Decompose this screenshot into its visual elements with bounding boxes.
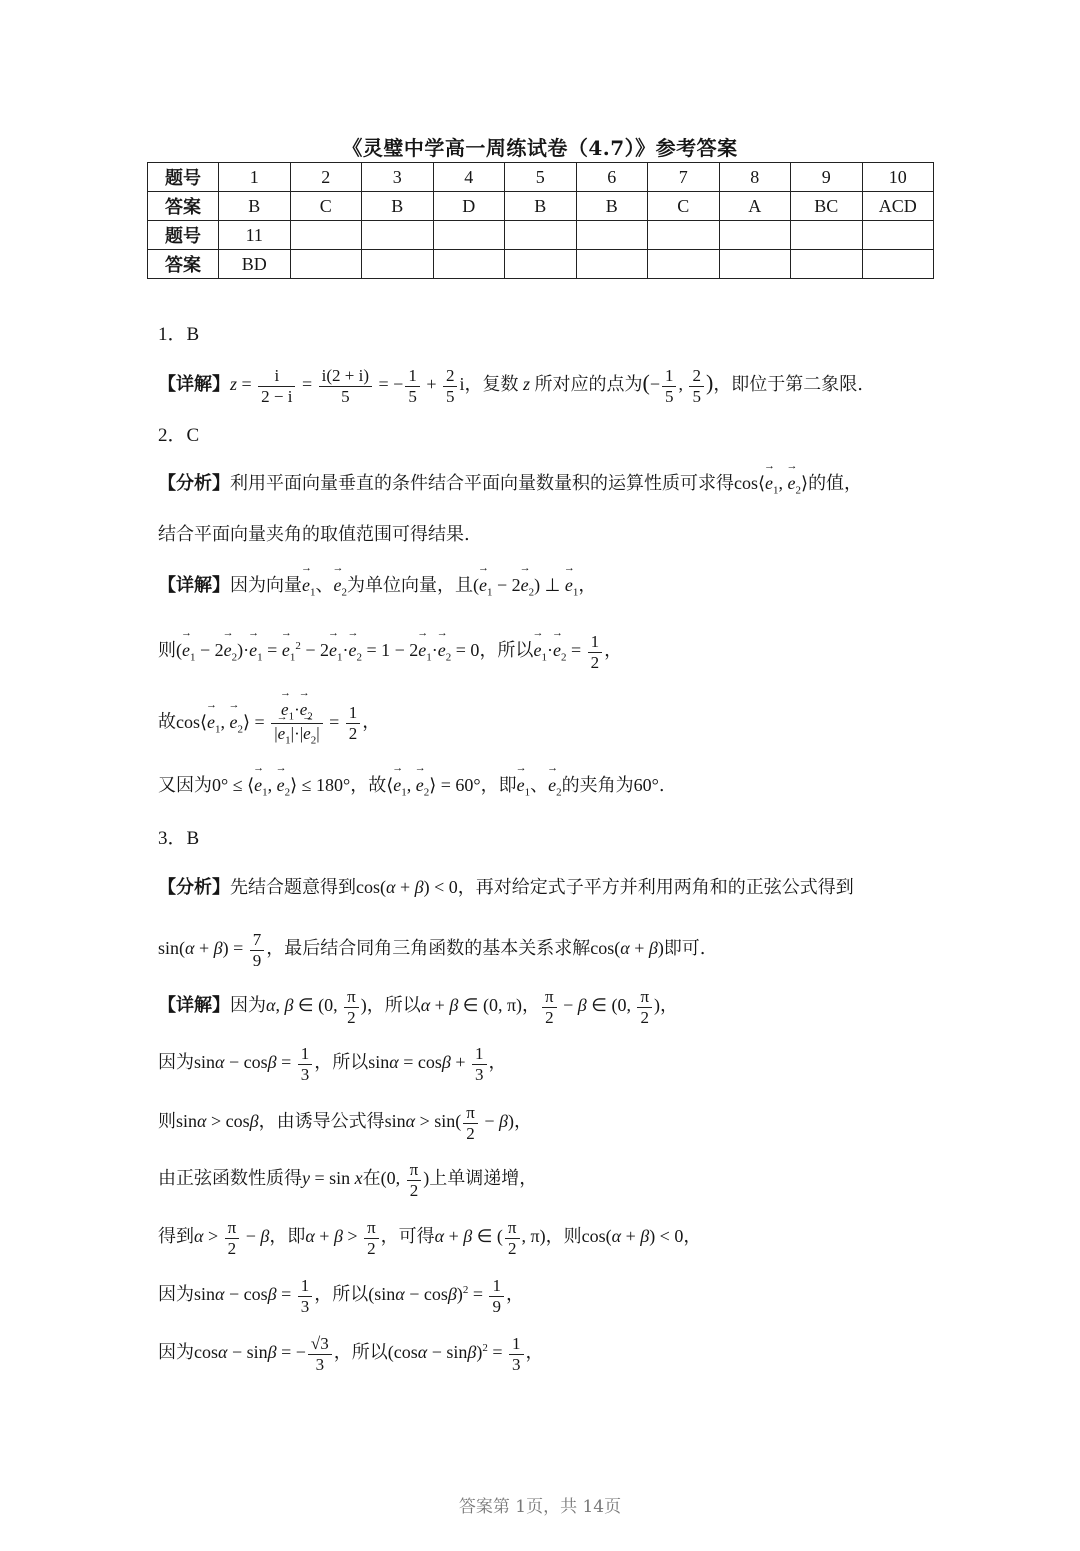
text-run: ，再对给定式子平方并利用两角和的正弦公式得到	[457, 877, 854, 898]
math-expression: cos⟨→ $e_1$, → $e_2⟩$	[734, 473, 808, 493]
table-cell: 11	[219, 221, 291, 250]
text-run: ，所以	[333, 1342, 388, 1364]
q2-analysis-cont: 结合平面向量夹角的取值范围可得结果.	[158, 524, 470, 545]
q2-analysis	[158, 474, 862, 497]
math-expression: α + β > $\frac{\pi}{2}$	[305, 1226, 380, 1246]
q3-detail-1	[158, 987, 678, 1027]
text-run: ，	[578, 575, 597, 596]
text-run: 因为向量	[230, 575, 302, 596]
q2-detail-1	[158, 576, 596, 599]
text-run: ，则	[545, 1226, 582, 1248]
table-cell: D	[433, 192, 505, 221]
math-expression: )	[705, 370, 714, 396]
table-row-answer-1	[148, 192, 934, 221]
math-expression: z = $\frac{i}{2 - i}$ = $\frac{i(2 + i)}{5}$ = − $\frac{1}{5}$ + $\frac{2}{5}$ i	[230, 366, 465, 406]
text-run: ，	[604, 640, 623, 662]
math-expression: 60°	[633, 775, 659, 795]
text-run: ，最后结合同角三角函数的基本关系求解	[266, 938, 591, 960]
math-expression: → $e_2$	[334, 575, 348, 595]
table-cell	[290, 221, 362, 250]
q3-detail-7	[158, 1334, 544, 1374]
table-cell	[433, 221, 505, 250]
text-run: ，	[488, 1052, 507, 1074]
table-cell: 8	[719, 163, 791, 192]
math-expression: α, β ∈ (0, $\frac{\pi}{2}$ )	[266, 987, 367, 1027]
table-cell: 10	[862, 163, 934, 192]
math-expression: → $e_1$	[517, 775, 531, 795]
text-run: ，可得	[380, 1226, 435, 1248]
detail-tag: 【详解】	[158, 575, 230, 596]
text-run: ，复数	[464, 374, 519, 396]
text-run: 因为	[158, 1342, 194, 1364]
table-cell	[505, 250, 577, 279]
math-expression: cos(α + β)	[590, 938, 664, 959]
table-cell	[505, 221, 577, 250]
text-run: ，即	[269, 1226, 306, 1248]
text-run: .	[658, 775, 665, 796]
text-run: 为单位向量，且	[347, 575, 473, 596]
text-run: 、	[315, 575, 334, 596]
text-run: ，	[683, 1226, 702, 1248]
table-cell: 4	[433, 163, 505, 192]
math-expression: α > $\frac{\pi}{2}$ − β	[194, 1218, 270, 1258]
q3-detail-4	[158, 1160, 537, 1200]
math-expression: sinα > sin( $\frac{\pi}{2}$ − β)	[384, 1103, 514, 1143]
text-run: 又因为	[158, 775, 212, 796]
q3-analysis-1	[158, 878, 854, 897]
math-expression: cosα − sinβ = − $\frac{√3}{3}$	[194, 1342, 334, 1362]
table-cell	[719, 250, 791, 279]
q3-analysis-2	[158, 930, 706, 970]
text-run: 因为	[230, 995, 266, 1017]
text-run: ，	[525, 1342, 544, 1364]
table-cell: B	[219, 192, 291, 221]
table-cell: C	[290, 192, 362, 221]
text-run: ，	[513, 1111, 532, 1133]
math-expression: − $\frac{1}{5}$ , $\frac{2}{5}$	[650, 374, 706, 394]
table-cell: 7	[648, 163, 720, 192]
table-cell: B	[576, 192, 648, 221]
table-cell	[576, 250, 648, 279]
detail-tag: 【详解】	[158, 374, 230, 396]
math-expression: sinα > cosβ	[176, 1111, 259, 1132]
text-run: 上单调递增，	[429, 1168, 538, 1190]
page-title: 《灵璧中学高一周练试卷（4.7）》参考答案	[342, 136, 738, 160]
q2-detail-2	[158, 632, 622, 672]
text-run: 则	[158, 640, 176, 662]
text-run: ，	[505, 1284, 524, 1306]
header-cell: 题号	[148, 163, 219, 192]
table-cell: B	[505, 192, 577, 221]
table-cell	[791, 221, 863, 250]
table-cell	[433, 250, 505, 279]
table-cell	[862, 250, 934, 279]
math-expression: (→ $e_1 - 2\to e_2)\cdot\to e_1$ = → $e_1^2 - 2\to e_1\cdot\to e_2 = 1 - 2\to e_1\cdot\to e_2 = 0$	[176, 640, 479, 660]
text-run: 的夹角为	[561, 775, 634, 796]
math-expression: cos(α + β) < 0	[581, 1226, 684, 1247]
q3-detail-6	[158, 1276, 524, 1316]
math-expression: sinα − cosβ = $\frac{1}{3}$	[194, 1284, 314, 1304]
text-run: 先结合题意得到	[230, 877, 356, 898]
math-expression: → $e_2$	[548, 775, 562, 795]
q3-detail-2	[158, 1044, 507, 1084]
q3-detail-5	[158, 1218, 701, 1258]
q3-heading: 3．B	[158, 828, 200, 849]
math-expression: cos⟨→ $e_1$, → $e_2⟩$ = → $\frac{e_1\cdot\to e_2}{|\to e_1|\cdot|\to e_2|}$ = $\frac{1}{2}$	[176, 712, 362, 732]
table-cell: 3	[362, 163, 434, 192]
text-run: 即可.	[663, 938, 706, 960]
q2-detail-3	[158, 700, 380, 747]
table-cell	[719, 221, 791, 250]
text-run: ，所以	[479, 640, 534, 662]
table-cell	[576, 221, 648, 250]
table-cell: B	[362, 192, 434, 221]
table-cell: 5	[505, 163, 577, 192]
math-expression: ⟨→ $e_1$, → $e_2⟩ = 60^\circ$	[386, 775, 480, 795]
table-cell	[290, 250, 362, 279]
text-run: 因为	[158, 1052, 194, 1074]
header-cell: 答案	[148, 250, 219, 279]
table-cell	[648, 221, 720, 250]
table-cell: 1	[219, 163, 291, 192]
q1-detail	[158, 366, 863, 406]
math-expression: $(\sin\alpha - \cos\beta)^2$ = $\frac{1}{9}$	[368, 1284, 506, 1304]
text-run: 所对应的点为	[534, 374, 643, 396]
text-run: ，所以	[366, 995, 421, 1017]
text-run: ，由诱导公式得	[258, 1111, 385, 1133]
text-run: 、	[530, 775, 549, 796]
text-run: 的值，	[808, 473, 863, 494]
table-cell	[362, 250, 434, 279]
math-expression: (	[642, 370, 650, 396]
table-cell: ACD	[862, 192, 934, 221]
text-run: 在	[362, 1168, 381, 1190]
table-cell: BD	[219, 250, 291, 279]
table-cell: 6	[576, 163, 648, 192]
table-row-question-1	[148, 163, 934, 192]
math-expression: z	[518, 374, 535, 395]
detail-tag: 【详解】	[158, 995, 230, 1017]
q2-detail-4	[158, 776, 665, 799]
text-run: 利用平面向量垂直的条件结合平面向量数量积的运算性质可求得	[230, 473, 734, 494]
math-expression: → $e_1$	[302, 575, 316, 595]
math-expression: (→ $e_1 - 2\to e_2$) ⊥ → $e_1$	[473, 575, 578, 595]
math-expression: cos(α + β) < 0	[356, 877, 458, 897]
math-expression: y = sin x	[302, 1168, 363, 1189]
table-cell	[648, 250, 720, 279]
table-cell: A	[719, 192, 791, 221]
text-run: 故	[158, 711, 176, 733]
text-run: 则	[158, 1111, 176, 1133]
math-expression: sinα − cosβ = $\frac{1}{3}$	[194, 1052, 314, 1072]
table-cell: C	[648, 192, 720, 221]
text-run: 因为	[158, 1284, 194, 1306]
math-expression: α + β ∈ ( $\frac{\pi}{2}$ , π)	[434, 1218, 546, 1258]
q1-heading: 1．B	[158, 324, 200, 345]
table-row-question-2	[148, 221, 934, 250]
table-row-answer-2	[148, 250, 934, 279]
math-expression: sin(α + β) = $\frac{7}{9}$	[158, 938, 266, 958]
math-expression: sinα = cosβ + $\frac{1}{3}$	[368, 1052, 488, 1072]
text-run: ，所以	[314, 1284, 369, 1306]
text-run: ，	[660, 995, 679, 1017]
math-expression: 0° ≤ ⟨→ $e_1$, → $e_2⟩ \le 180^\circ$	[212, 775, 350, 795]
page-footer: 答案第 1页，共 14页	[458, 1497, 622, 1517]
table-cell: BC	[791, 192, 863, 221]
header-cell: 题号	[148, 221, 219, 250]
math-expression: (0, $\frac{\pi}{2}$ )	[380, 1160, 430, 1200]
header-cell: 答案	[148, 192, 219, 221]
answer-table	[147, 162, 934, 279]
math-expression: α + β ∈ (0, π)， $\frac{\pi}{2}$ − β ∈ (0, $\frac{\pi}{2}$ )	[420, 987, 661, 1027]
table-cell: 2	[290, 163, 362, 192]
text-run: ，即位于第二象限.	[713, 374, 864, 396]
text-run: 由正弦函数性质得	[158, 1168, 302, 1190]
text-run: ，	[362, 711, 381, 733]
text-run: 得到	[158, 1226, 194, 1248]
table-cell	[362, 221, 434, 250]
math-expression: $(\cos\alpha - \sin\beta)^2$ = $\frac{1}{3}$	[388, 1342, 526, 1362]
math-expression: → $e_1\cdot\to e_2$ = $\frac{1}{2}$	[533, 640, 604, 660]
text-run: ，所以	[314, 1052, 369, 1074]
q2-heading: 2．C	[158, 425, 200, 446]
q3-detail-3	[158, 1103, 532, 1143]
table-cell	[791, 250, 863, 279]
text-run: ，故	[350, 775, 387, 796]
analysis-tag: 【分析】	[158, 473, 230, 494]
text-run: ，即	[480, 775, 517, 796]
table-cell: 9	[791, 163, 863, 192]
analysis-tag: 【分析】	[158, 877, 230, 898]
table-cell	[862, 221, 934, 250]
